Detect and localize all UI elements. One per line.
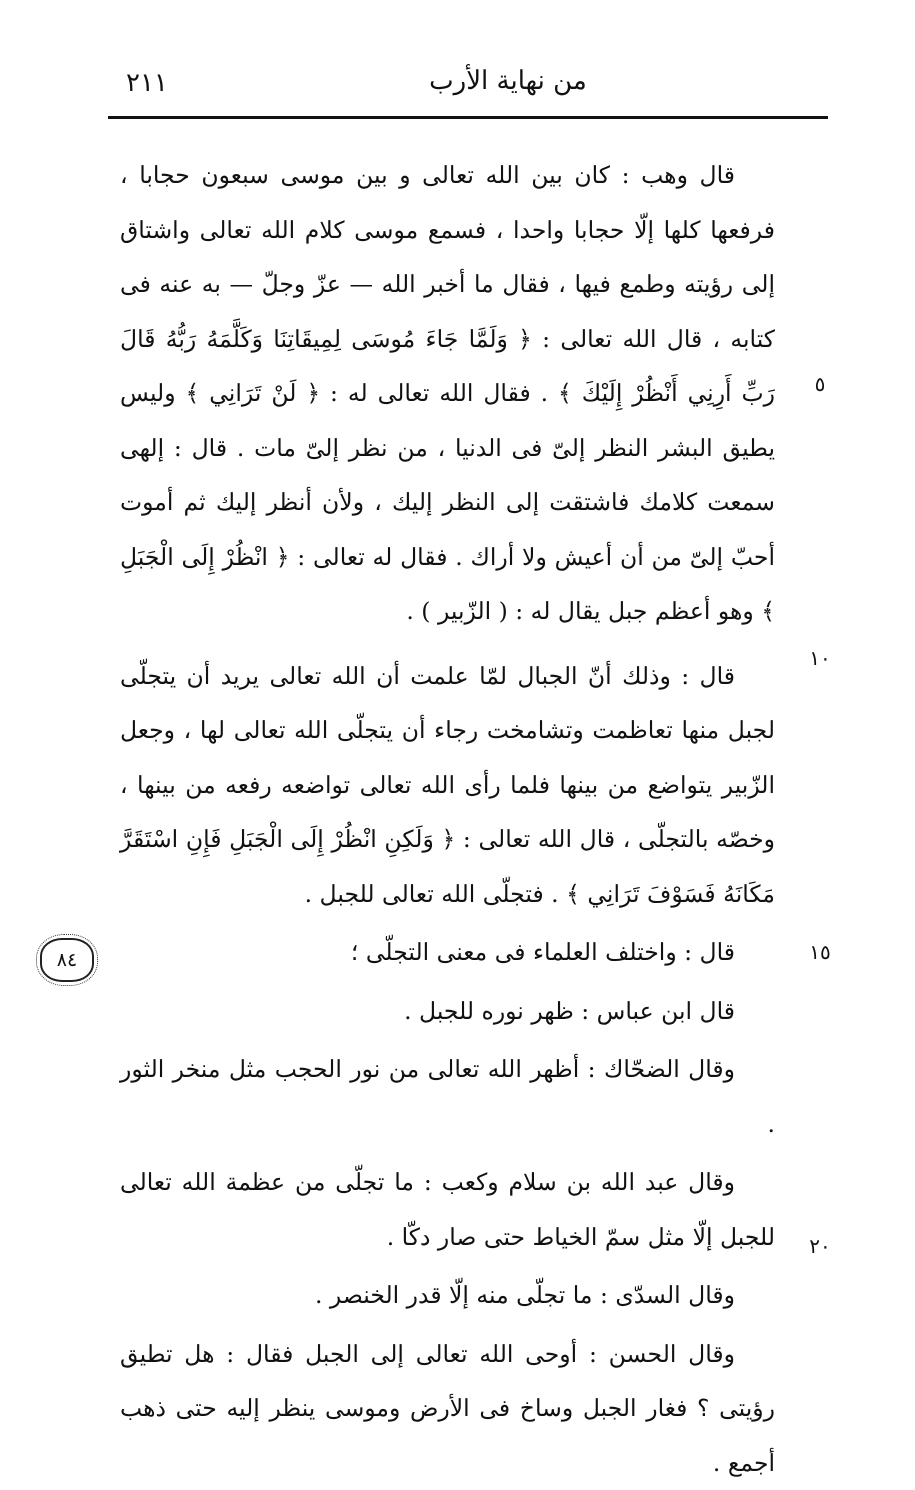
page-header (108, 66, 828, 110)
line-number-15: ١٥ (800, 940, 840, 964)
paragraph-hasan: وقال الحسن : أوحى الله تعالى إلى الجبل فقال : هل تطيق رؤيتى ؟ فغار الجبل وساخ فى الأرض وموسى ينظر إليه حتى ذهب أجمع . (120, 1327, 775, 1490)
paragraph-wahb: قال وهب : كان بين الله تعالى و بين موسى سبعون حجابا ، فرفعها كلها إلّا حجابا واحدا ، فسمع موسى كلام الله تعالى واشتاق إلى رؤيته وطمع فيها ، فقال ما أخبر الله — عزّ وجلّ — به عنه فى كتابه ، قال الله تعالى : ﴿ وَلَمَّا جَاءَ مُوسَى لِمِيقَاتِنَا وَكَلَّمَهُ رَبُّهُ قَالَ رَبِّ أَرِنِي أَنْظُرْ إِلَيْكَ ﴾ . فقال الله تعالى له : ﴿ لَنْ تَرَانِي ﴾ وليس يطيق البشر النظر إلىّ فى الدنيا ، من نظر إلىّ مات . قال : إلهى سمعت كلامك فاشتقت إلى النظر إليك ، ولأن أنظر إليك ثم أموت أحبّ إلىّ من أن أعيش ولا أراك . فقال له تعالى : ﴿ انْظُرْ إِلَى الْجَبَلِ ﴾ وهو أعظم جبل يقال له : ( الزّبير ) . (120, 148, 775, 639)
paragraph-suddi: وقال السدّى : ما تجلّى منه إلّا قدر الخنصر . (120, 1268, 775, 1323)
page-number: ٢١١ (126, 68, 168, 98)
header-rule (108, 116, 828, 119)
paragraph-mountains: قال : وذلك أنّ الجبال لمّا علمت أن الله تعالى يريد أن يتجلّى لجبل منها تعاظمت وتشامخت رجاء أن يتجلّى الله تعالى لها ، وجعل الزّبير يتواضع من بينها فلما رأى الله تعالى تواضعه رفعه من بينها ، وخصّه بالتجلّى ، قال الله تعالى : ﴿ وَلَكِنِ انْظُرْ إِلَى الْجَبَلِ فَإِنِ اسْتَقَرَّ مَكَانَهُ فَسَوْفَ تَرَانِي ﴾ . فتجلّى الله تعالى للجبل . (120, 649, 775, 922)
paragraph-abdullah-kaab: وقال عبد الله بن سلام وكعب : ما تجلّى من عظمة الله تعالى للجبل إلّا مثل سمّ الخياط حتى صار دكّا . (120, 1155, 775, 1264)
main-text (120, 148, 775, 1490)
line-number-5: ٥ (800, 372, 840, 396)
paragraph-dahhak: وقال الضحّاك : أظهر الله تعالى من نور الحجب مثل منخر الثور . (120, 1042, 775, 1151)
line-number-20: ٢٠ (800, 1234, 840, 1258)
folio-stamp: ٨٤ (40, 938, 94, 982)
paragraph-ibn-abbas: قال ابن عباس : ظهر نوره للجبل . (120, 984, 775, 1039)
paragraph-scholars: قال : واختلف العلماء فى معنى التجلّى ؛ (120, 925, 775, 980)
line-number-10: ١٠ (800, 646, 840, 670)
running-title: من نهاية الأرب (388, 66, 628, 96)
